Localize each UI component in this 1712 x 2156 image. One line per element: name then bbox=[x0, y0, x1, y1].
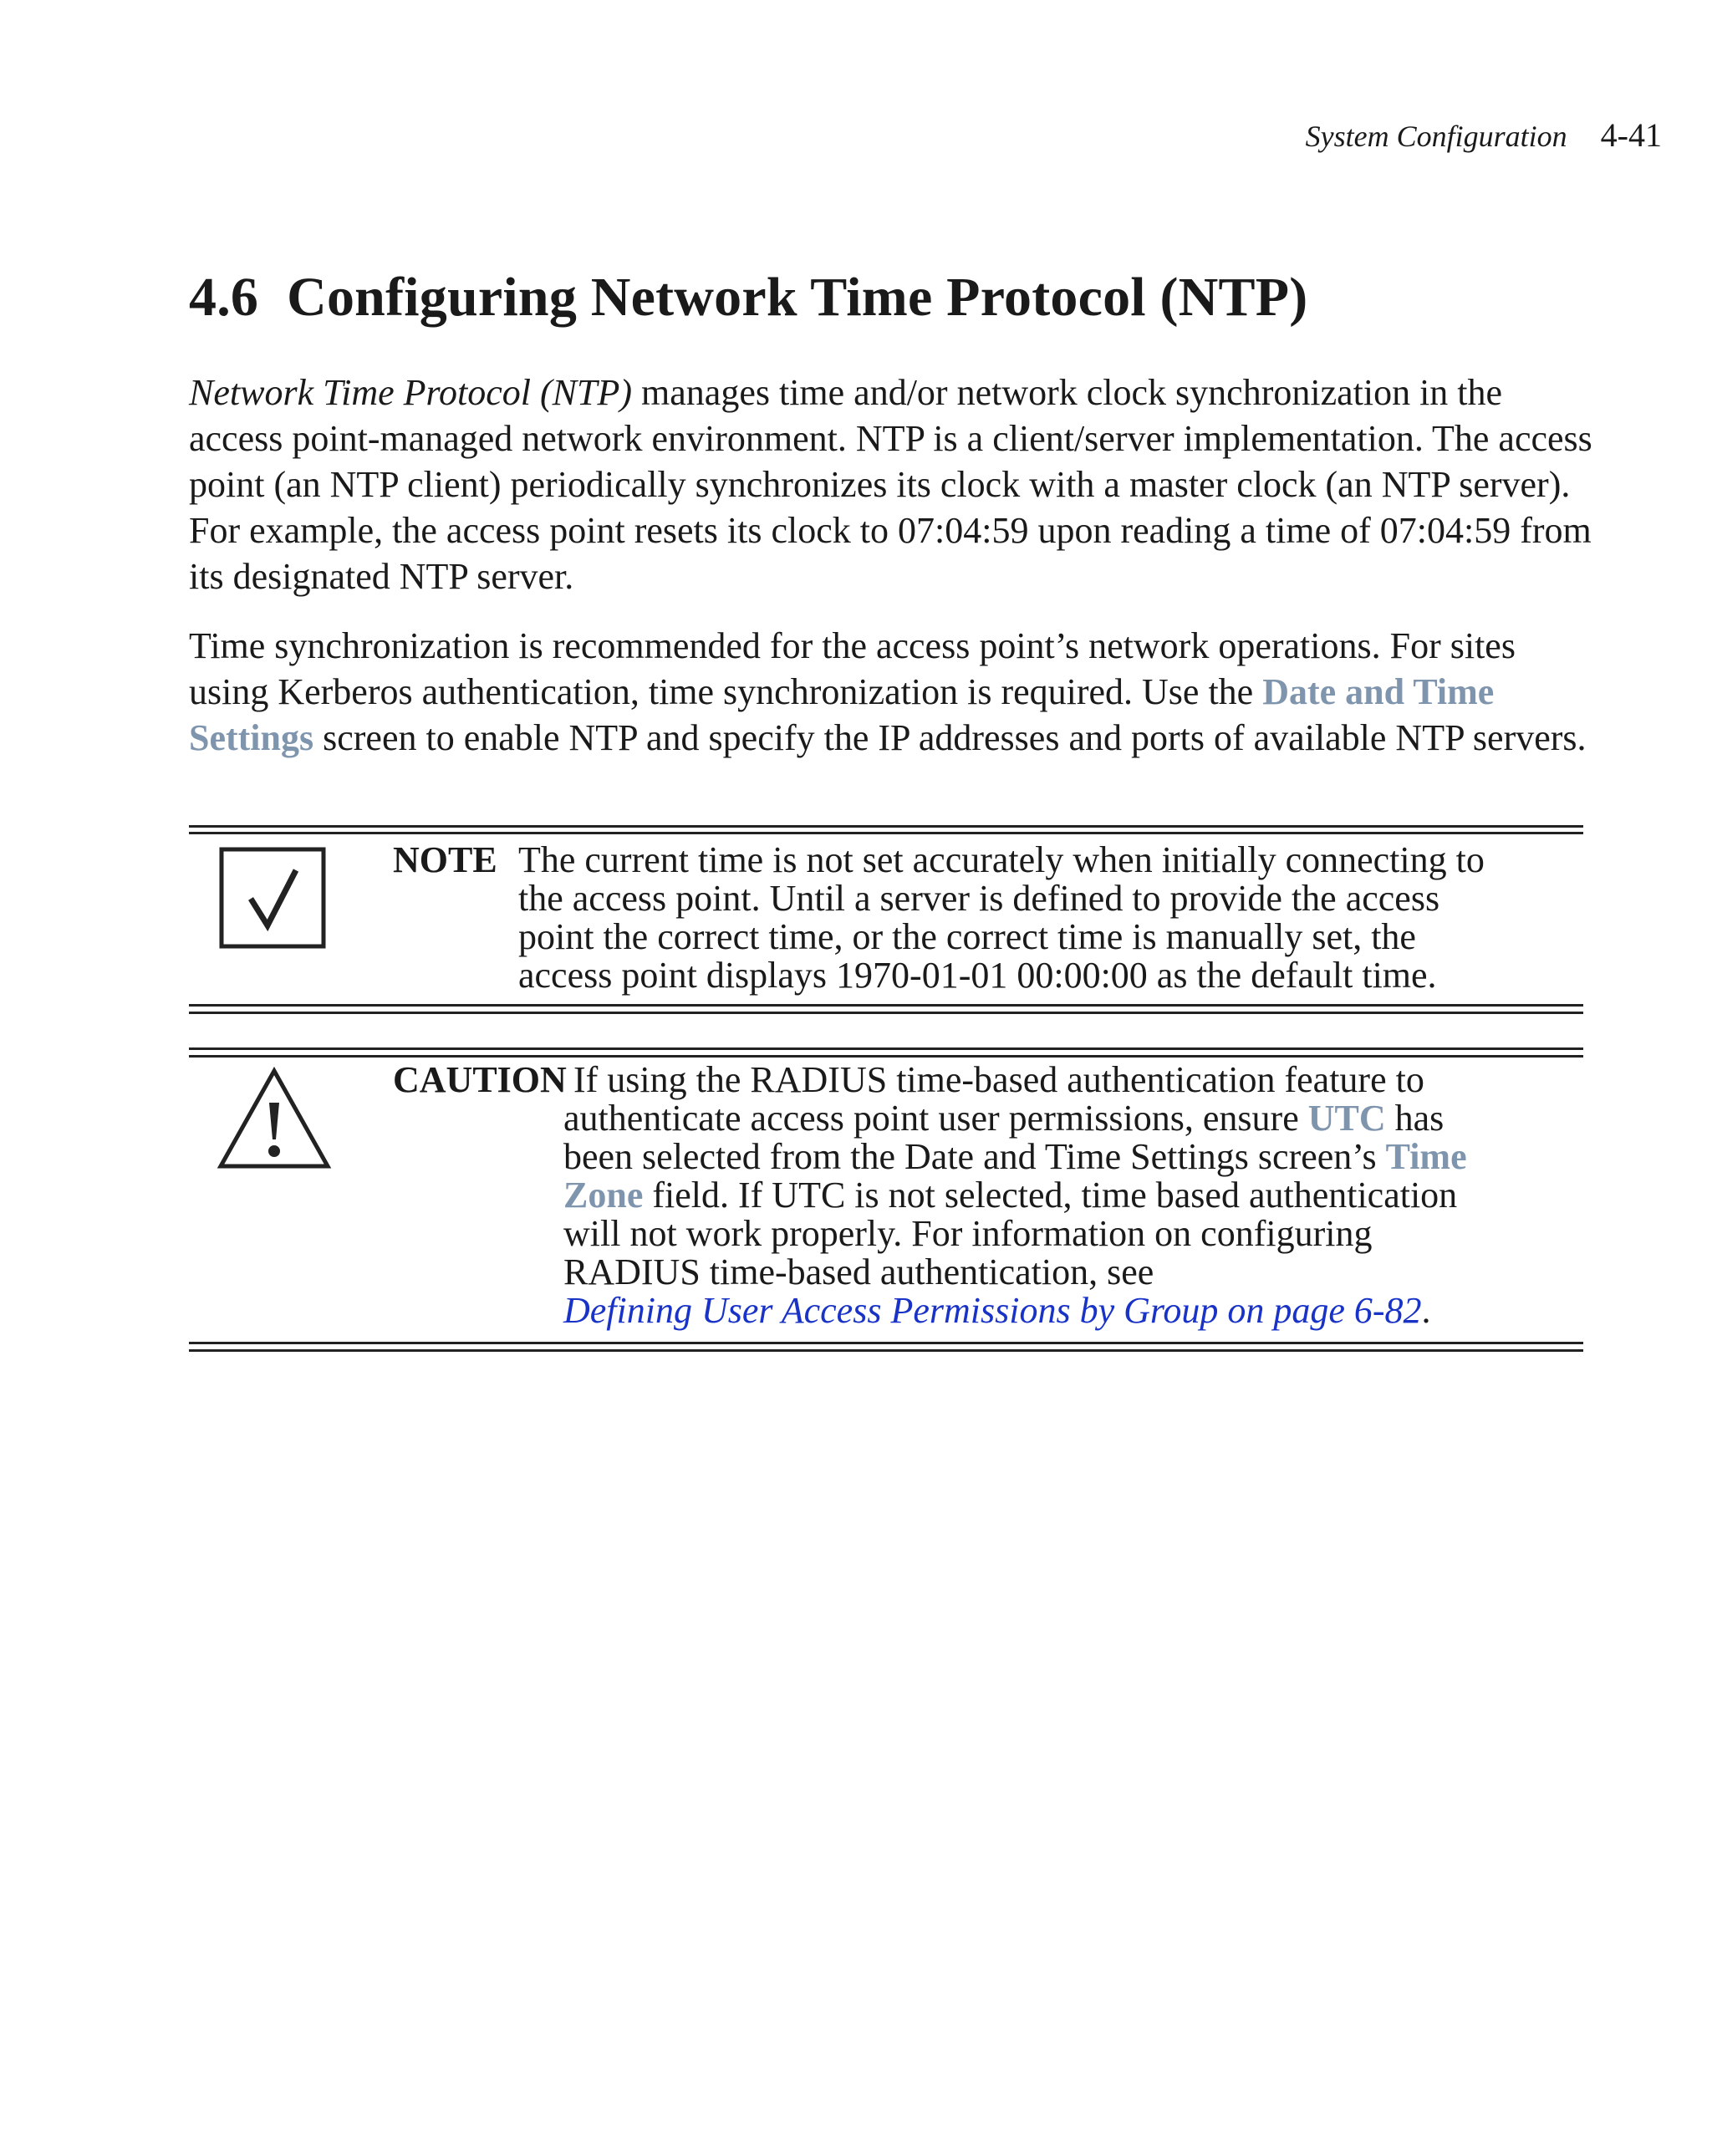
caution-line bbox=[563, 1176, 1467, 1215]
note-line: The current time is not set accurately when initially connecting to bbox=[518, 839, 1485, 880]
caution-bottom-rule bbox=[189, 1342, 1583, 1344]
caution-label: CAUTION bbox=[393, 1059, 567, 1100]
note-line: the access point. Until a server is defined to provide the access bbox=[518, 878, 1440, 919]
note-top-rule-inner bbox=[189, 832, 1583, 834]
sync-text-before: Time synchronization is recommended for the access point’s network operations. For sites using Kerberos authentication, time synchronization is required. Use the bbox=[189, 625, 1516, 712]
caution-line: will not work properly. For information on configuring bbox=[563, 1213, 1373, 1254]
note-line: access point displays 1970-01-01 00:00:00 as the default time. bbox=[518, 955, 1437, 996]
caution-first-line: If using the RADIUS time-based authentication feature to bbox=[573, 1059, 1424, 1100]
caution-line bbox=[563, 1292, 1467, 1330]
time-zone-ref-1: Time bbox=[1385, 1136, 1467, 1177]
running-header bbox=[1306, 115, 1662, 155]
section-number: 4.6 bbox=[189, 267, 259, 328]
caution-line2-end: has bbox=[1385, 1098, 1444, 1139]
caution-line3-text: been selected from the Date and Time Settings screen’s bbox=[563, 1136, 1386, 1177]
note-bottom-rule-outer bbox=[189, 1012, 1583, 1014]
caution-line bbox=[563, 1099, 1467, 1138]
intro-paragraph bbox=[189, 370, 1593, 599]
checkmark-icon bbox=[219, 847, 326, 949]
utc-ref: UTC bbox=[1307, 1098, 1386, 1139]
caution-text bbox=[563, 1099, 1467, 1330]
caution-line4-text: field. If UTC is not selected, time based authentication bbox=[643, 1175, 1458, 1216]
note-text bbox=[518, 841, 1485, 995]
ntp-term: Network Time Protocol (NTP) bbox=[189, 372, 633, 413]
warning-triangle-icon bbox=[216, 1066, 333, 1171]
caution-line: RADIUS time-based authentication, see bbox=[563, 1251, 1154, 1292]
caution-bottom-rule-outer bbox=[189, 1349, 1583, 1352]
note-bottom-rule bbox=[189, 1004, 1583, 1007]
caution-period: . bbox=[1421, 1290, 1431, 1331]
note-top-rule bbox=[189, 825, 1583, 828]
caution-line bbox=[563, 1138, 1467, 1176]
section-title: Configuring Network Time Protocol (NTP) bbox=[287, 267, 1308, 328]
caution-top-rule-inner bbox=[189, 1055, 1583, 1058]
note-label: NOTE bbox=[393, 839, 497, 880]
sync-paragraph bbox=[189, 623, 1593, 761]
caution-top-rule bbox=[189, 1047, 1583, 1050]
intro-text: manages time and/or network clock synchronization in the access point-managed network environment. NTP is a client/server implementation. The access point (an NTP client) periodically synchronizes its clock with a master clock (an NTP server). For example, the access point resets its clock to 07:04:59 upon reading a time of 07:04:59 from its designated NTP server. bbox=[189, 372, 1592, 597]
date-time-settings-link[interactable]: Date and Time Settings bbox=[189, 671, 1495, 758]
defining-user-access-link[interactable]: Defining User Access Permissions by Group on page 6-82 bbox=[563, 1290, 1422, 1331]
time-zone-ref-2: Zone bbox=[563, 1175, 644, 1216]
header-section-title: System Configuration bbox=[1305, 120, 1567, 153]
caution-line2-text: authenticate access point user permissions, ensure bbox=[563, 1098, 1308, 1139]
note-line: point the correct time, or the correct time is manually set, the bbox=[518, 916, 1416, 957]
header-page-number: 4-41 bbox=[1600, 116, 1662, 154]
section-heading bbox=[189, 266, 1307, 329]
sync-text-after: screen to enable NTP and specify the IP addresses and ports of available NTP servers. bbox=[313, 717, 1587, 758]
